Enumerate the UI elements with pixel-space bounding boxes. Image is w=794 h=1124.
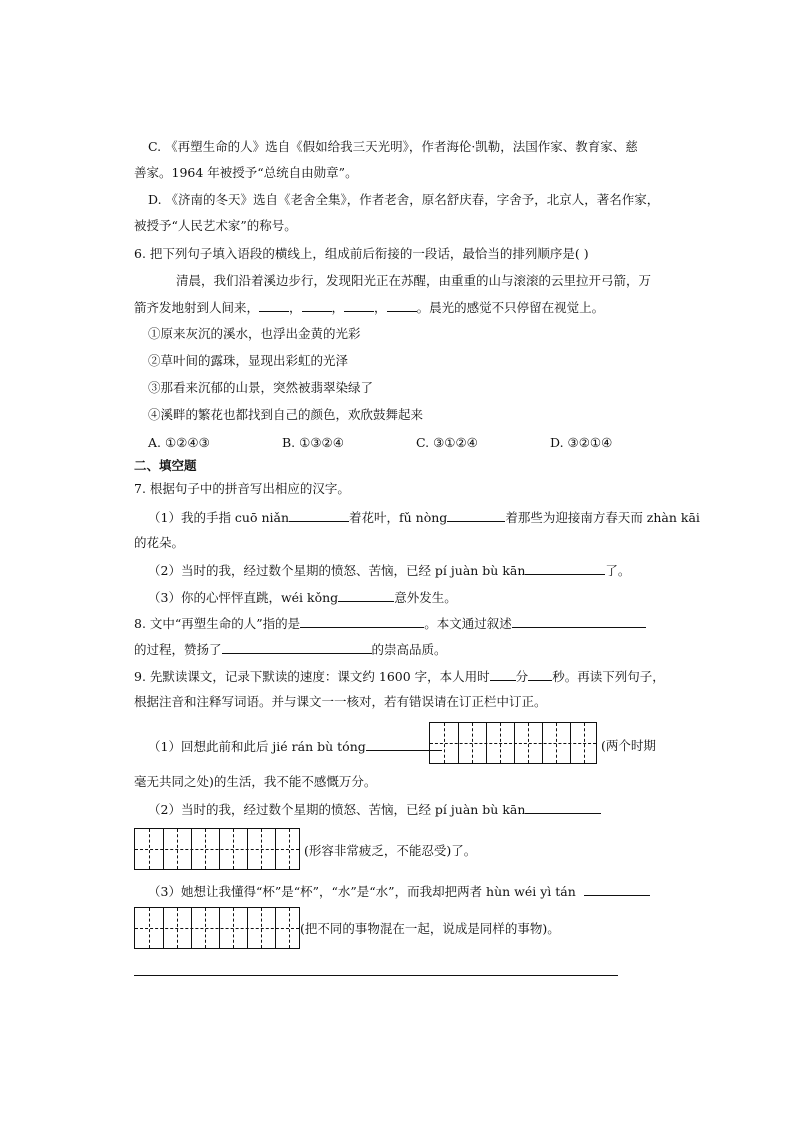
q6-sentence-3: ③那看来沉郁的山景，突然被翡翠染绿了 — [148, 380, 374, 395]
q7-blank-3[interactable] — [525, 562, 605, 575]
q9-blank-3[interactable] — [584, 883, 650, 896]
q9-text-c: 秒。再读下列句子， — [552, 669, 665, 684]
q7-blank-1[interactable] — [289, 509, 349, 522]
q6-option-a[interactable]: A. ①②④③ — [148, 435, 210, 450]
q6-stem: 6. 把下列句子填入语段的横线上，组成前后衔接的一段话，最恰当的排列顺序是( ) — [134, 246, 589, 261]
q9-part2-line1 — [148, 801, 601, 818]
q9-correction-grid-1[interactable] — [429, 722, 597, 764]
q8-blank-1[interactable] — [300, 615, 424, 628]
q9-part3-note: (把不同的事物混在一起，说成是同样的事物)。 — [300, 921, 560, 936]
q9-p2-text-a: （2）当时的我，经过数个星期的愤怒、苦恼，已经 pí juàn bù kān — [148, 802, 526, 817]
q7-p3-text-a: （3）你的心怦怦直跳，wéi kǒng — [148, 590, 339, 605]
q9-line2: 根据注音和注释写词语。并与课文一一核对，若有错误请在订正栏中订正。 — [134, 694, 547, 709]
q8-text-b: 。本文通过叙述 — [424, 616, 512, 631]
q7-part1-line1 — [148, 509, 700, 526]
q6-passage-line1: 清晨，我们沿着溪边步行，发现阳光正在苏醒，由重重的山与滚滚的云里拉开弓箭，万 — [176, 273, 652, 288]
q6-option-c[interactable]: C. ③①②④ — [416, 435, 478, 450]
q7-p1-text-b: 着花叶，fǔ nòng — [349, 510, 448, 525]
q6-sentence-2: ②草叶间的露珠，显现出彩虹的光泽 — [148, 353, 349, 368]
q9-part3-line1 — [148, 883, 650, 900]
q6-blank-2[interactable] — [302, 299, 332, 312]
q6-blank-4[interactable] — [387, 299, 417, 312]
q9-blank-seconds[interactable] — [528, 668, 552, 681]
q8-blank-2[interactable] — [512, 615, 646, 628]
q7-part3 — [148, 589, 457, 606]
q9-part1-line2: 毫无共同之处)的生活，我不能不感慨万分。 — [134, 774, 377, 789]
q6-sentence-1: ①原来灰沉的溪水，也浮出金黄的光彩 — [148, 326, 361, 341]
q6-passage-end: 。晨光的感觉不只停留在视觉上。 — [416, 300, 605, 315]
q6-sep: ， — [289, 300, 302, 315]
answer-rule — [134, 975, 618, 976]
q8-blank-3[interactable] — [222, 641, 372, 654]
q9-part2-note: (形容非常疲乏，不能忍受)了。 — [304, 843, 477, 858]
q6-passage-text: 箭齐发地射到人间来， — [134, 300, 260, 315]
q8-line1 — [134, 615, 646, 632]
q9-text-b: 分 — [515, 669, 529, 684]
option-c-line2: 善家。1964 年被授予“总统自由勋章”。 — [134, 165, 358, 180]
q9-p3-text-a: （3）她想让我懂得“杯”是“杯”，“水”是“水”，而我却把两者 hùn wéi yì tán — [148, 884, 576, 899]
q9-blank-minutes[interactable] — [490, 668, 516, 681]
q7-blank-2[interactable] — [447, 509, 505, 522]
q6-sep: ， — [331, 300, 345, 315]
q7-p2-text-b: 了。 — [605, 563, 631, 578]
q9-correction-grid-2[interactable] — [134, 828, 300, 870]
q9-correction-grid-3[interactable] — [134, 907, 300, 949]
option-d-line1: D. 《济南的冬天》选自《老舍全集》，作者老舍，原名舒庆春，字舍予，北京人，著名作家， — [148, 192, 660, 207]
q7-part1-line2: 的花朵。 — [134, 535, 185, 550]
q7-blank-4[interactable] — [338, 589, 394, 602]
q9-p1-text-a: （1）回想此前和此后 jié rán bù tóng — [148, 739, 366, 754]
q6-blank-1[interactable] — [259, 299, 289, 312]
q9-text-a: 9. 先默读课文，记录下默读的速度：课文约 1600 字，本人用时 — [134, 669, 490, 684]
option-d-line2: 被授予“人民艺术家”的称号。 — [134, 218, 297, 233]
q7-part2 — [148, 562, 630, 579]
q6-option-d[interactable]: D. ③②①④ — [550, 435, 613, 450]
q9-part1-note: (两个时期 — [601, 738, 656, 753]
q7-p3-text-b: 意外发生。 — [394, 590, 457, 605]
q6-passage-line2 — [134, 299, 604, 316]
q7-p2-text-a: （2）当时的我，经过数个星期的愤怒、苦恼，已经 pí juàn bù kān — [148, 563, 526, 578]
q8-text-d: 的崇高品质。 — [371, 642, 447, 657]
q6-sep: ， — [374, 300, 387, 315]
section-title: 二、填空题 — [134, 458, 197, 473]
q9-part1-line1 — [148, 738, 442, 755]
q9-blank-2[interactable] — [525, 801, 601, 814]
q7-p1-text-a: （1）我的手指 cuō niǎn — [148, 510, 290, 525]
option-c-line1: C. 《再塑生命的人》选自《假如给我三天光明》，作者海伦·凯勒，法国作家、教育家、慈 — [148, 139, 638, 154]
q6-blank-3[interactable] — [344, 299, 374, 312]
q9-line1 — [134, 668, 665, 685]
q7-p1-text-c: 着那些为迎接南方春天而 zhàn kāi — [505, 510, 700, 525]
q6-sentence-4: ④溪畔的繁花也都找到自己的颜色，欢欣鼓舞起来 — [148, 407, 424, 422]
q6-option-b[interactable]: B. ①③②④ — [282, 435, 344, 450]
q8-text-c: 的过程，赞扬了 — [134, 642, 222, 657]
q8-line2 — [134, 641, 447, 658]
q8-text-a: 8. 文中“再塑生命的人”指的是 — [134, 616, 301, 631]
q7-stem: 7. 根据句子中的拼音写出相应的汉字。 — [134, 481, 350, 496]
